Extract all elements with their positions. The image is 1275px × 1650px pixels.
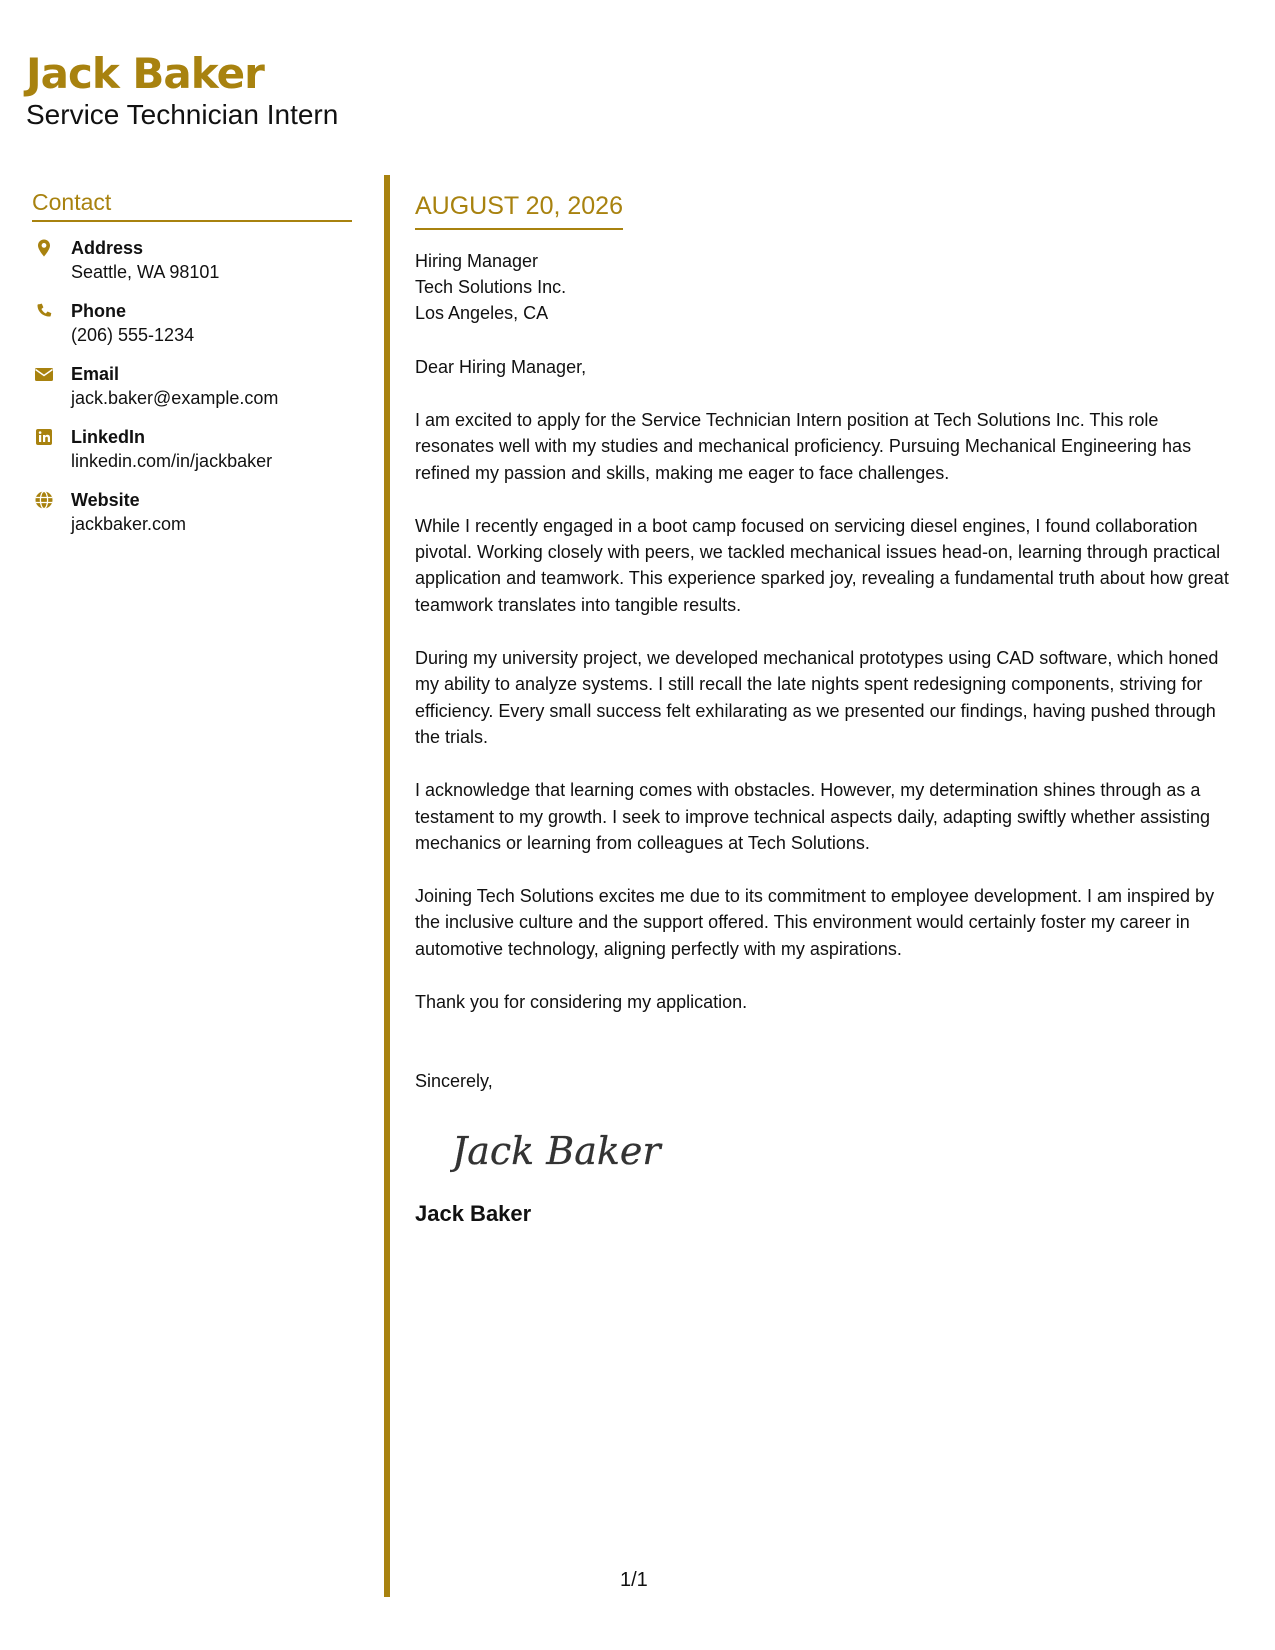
contact-label: Address <box>71 238 144 258</box>
contact-label: Phone <box>71 301 127 321</box>
salutation: Dear Hiring Manager, <box>415 357 587 377</box>
letter-header <box>26 48 338 132</box>
contact-label: LinkedIn <box>71 427 146 447</box>
envelope-icon <box>34 364 54 384</box>
map-pin-icon <box>34 238 54 258</box>
contact-item-phone <box>32 299 352 362</box>
signature-text: Jack Baker <box>452 1129 661 1174</box>
letter-body <box>415 190 1240 1228</box>
contact-item-website <box>32 488 352 551</box>
applicant-title: Service Technician Intern <box>26 99 339 130</box>
recipient-line: Tech Solutions Inc. <box>415 277 567 297</box>
contact-list <box>32 236 352 551</box>
contact-heading: Contact <box>32 188 352 222</box>
applicant-name: Jack Baker <box>26 49 264 98</box>
linkedin-icon <box>34 427 54 447</box>
contact-value: jackbaker.com <box>71 514 187 534</box>
contact-label: Email <box>71 364 120 384</box>
contact-item-address <box>32 236 352 299</box>
body-paragraph: Joining Tech Solutions excites me due to its commitment to employee development. I am inspired by the inclusive culture and the support offered. This environment would certainly foster my career in automotive technology, aligning perfectly with my aspirations. <box>415 886 1215 959</box>
accent-divider <box>384 175 390 1597</box>
contact-sidebar <box>32 188 352 551</box>
contact-value: Seattle, WA 98101 <box>71 262 220 282</box>
contact-label: Website <box>71 490 140 510</box>
globe-icon <box>34 490 54 510</box>
recipient-line: Hiring Manager <box>415 251 539 271</box>
letter-date: AUGUST 20, 2026 <box>415 190 623 230</box>
body-paragraph: Thank you for considering my application. <box>415 992 748 1013</box>
recipient-block <box>415 248 1240 326</box>
contact-value: jack.baker@example.com <box>71 388 279 408</box>
contact-item-linkedin <box>32 425 352 488</box>
signer-name: Jack Baker <box>415 1201 532 1227</box>
recipient-line: Los Angeles, CA <box>415 303 549 323</box>
page-number: 1/1 <box>620 1569 648 1591</box>
contact-value: linkedin.com/in/jackbaker <box>71 451 273 471</box>
contact-item-email <box>32 362 352 425</box>
body-paragraph: I acknowledge that learning comes with obstacles. However, my determination shines through as a testament to my growth. I seek to improve technical aspects daily, adapting swiftly whether assisting mechanics or learning from colleagues at Tech Solutions. <box>415 780 1211 853</box>
body-paragraph: While I recently engaged in a boot camp focused on servicing diesel engines, I found collaboration pivotal. Working closely with peers, we tackled mechanical issues head-on, learning through practical application and teamwork. This experience sparked joy, revealing a fundamental truth about how great teamwork translates into tangible results. <box>415 515 1229 615</box>
handwritten-signature <box>450 1116 690 1186</box>
contact-value: (206) 555-1234 <box>71 325 195 345</box>
closing: Sincerely, <box>415 1071 493 1092</box>
body-paragraph: I am excited to apply for the Service Technician Intern position at Tech Solutions Inc. This role resonates well with my studies and mechanical proficiency. Pursuing Mechanical Engineering has refined my passion and skills, making me eager to face challenges. <box>415 410 1192 483</box>
body-paragraph: During my university project, we developed mechanical prototypes using CAD software, which honed my ability to analyze systems. I still recall the late nights spent redesigning components, striving for efficiency. Every small success felt exhilarating as we presented our findings, having pushed through the trials. <box>415 648 1219 747</box>
phone-icon <box>34 301 54 321</box>
